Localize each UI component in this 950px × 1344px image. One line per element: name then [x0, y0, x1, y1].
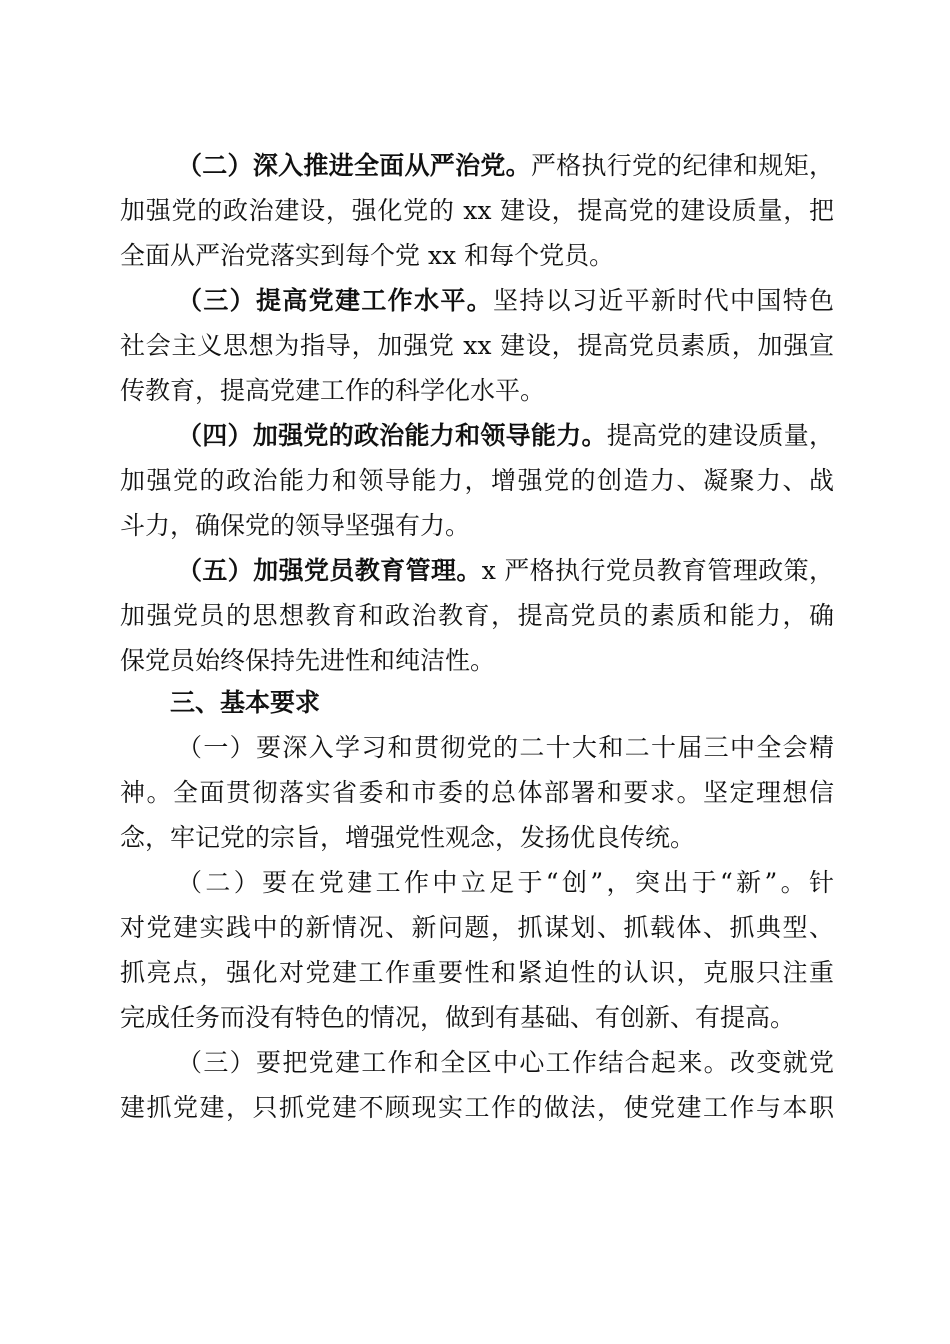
paragraph-lead: （四）加强党的政治能力和领导能力。	[177, 421, 607, 450]
line-text: （三）要把党建工作和全区中心工作结合起来。改变就党	[177, 1048, 834, 1077]
line-text: 对党建实践中的新情况、新问题，抓谋划、抓载体、抓典型、	[120, 913, 834, 942]
text-line	[120, 458, 834, 503]
line-text: 加强党员的思想教育和政治教育，提高党员的素质和能力，确	[120, 601, 834, 630]
line-text: （一）要深入学习和贯彻党的二十大和二十届三中全会精	[177, 733, 834, 762]
line-text: 全面从严治党落实到每个党 xx 和每个党员。	[120, 241, 615, 270]
line-text: 斗力，确保党的领导坚强有力。	[120, 511, 471, 540]
paragraph-lead: （二）深入推进全面从严治党。	[177, 151, 531, 180]
line-text: 保党员始终保持先进性和纯洁性。	[120, 646, 496, 675]
paragraph-lead: （三）提高党建工作水平。	[177, 286, 493, 315]
line-text: 提高党的建设质量，	[606, 421, 834, 450]
paragraph	[120, 725, 834, 860]
line-text: 神。全面贯彻落实省委和市委的总体部署和要求。坚定理想信	[120, 778, 834, 807]
paragraph	[120, 413, 834, 548]
text-line	[120, 950, 834, 995]
paragraph-lead: （五）加强党员教育管理。	[177, 556, 482, 585]
text-line	[120, 815, 834, 860]
text-line	[120, 638, 834, 683]
line-text: 社会主义思想为指导，加强党 xx 建设，提高党员素质，加强宣	[120, 331, 834, 360]
text-line	[120, 188, 834, 233]
line-text: 加强党的政治能力和领导能力，增强党的创造力、凝聚力、战	[120, 466, 834, 495]
paragraph	[120, 1040, 834, 1130]
paragraph	[120, 860, 834, 1040]
text-line	[120, 725, 834, 770]
line-text: 加强党的政治建设，强化党的 xx 建设，提高党的建设质量，把	[120, 196, 834, 225]
paragraph	[120, 548, 834, 683]
line-text: 严格执行党的纪律和规矩，	[530, 151, 834, 180]
line-text: 建抓党建，只抓党建不顾现实工作的做法，使党建工作与本职	[120, 1093, 834, 1122]
line-text: 抓亮点，强化对党建工作重要性和紧迫性的认识，克服只注重	[120, 958, 834, 987]
text-line	[120, 905, 834, 950]
line-text: 传教育，提高党建工作的科学化水平。	[120, 376, 546, 405]
section-heading: 三、基本要求	[170, 688, 321, 717]
text-line	[120, 233, 834, 278]
text-line	[120, 323, 834, 368]
document-body	[120, 143, 834, 1130]
paragraph	[120, 278, 834, 413]
text-line	[120, 548, 834, 593]
text-line	[120, 593, 834, 638]
line-text: 念，牢记党的宗旨，增强党性观念，发扬优良传统。	[120, 823, 696, 852]
text-line	[120, 278, 834, 323]
line-text: x 严格执行党员教育管理政策，	[481, 556, 834, 585]
text-line	[120, 143, 834, 188]
text-line	[120, 770, 834, 815]
line-text: （二）要在党建工作中立足于“创”，突出于“新”。针	[177, 868, 834, 897]
text-line	[120, 860, 834, 905]
text-line	[120, 1085, 834, 1130]
paragraph	[120, 143, 834, 278]
text-line	[120, 995, 834, 1040]
line-text: 完成任务而没有特色的情况，做到有基础、有创新、有提高。	[120, 1003, 796, 1032]
line-text: 坚持以习近平新时代中国特色	[493, 286, 834, 315]
text-line	[120, 368, 834, 413]
text-line	[120, 1040, 834, 1085]
text-line	[120, 413, 834, 458]
text-line	[120, 503, 834, 548]
